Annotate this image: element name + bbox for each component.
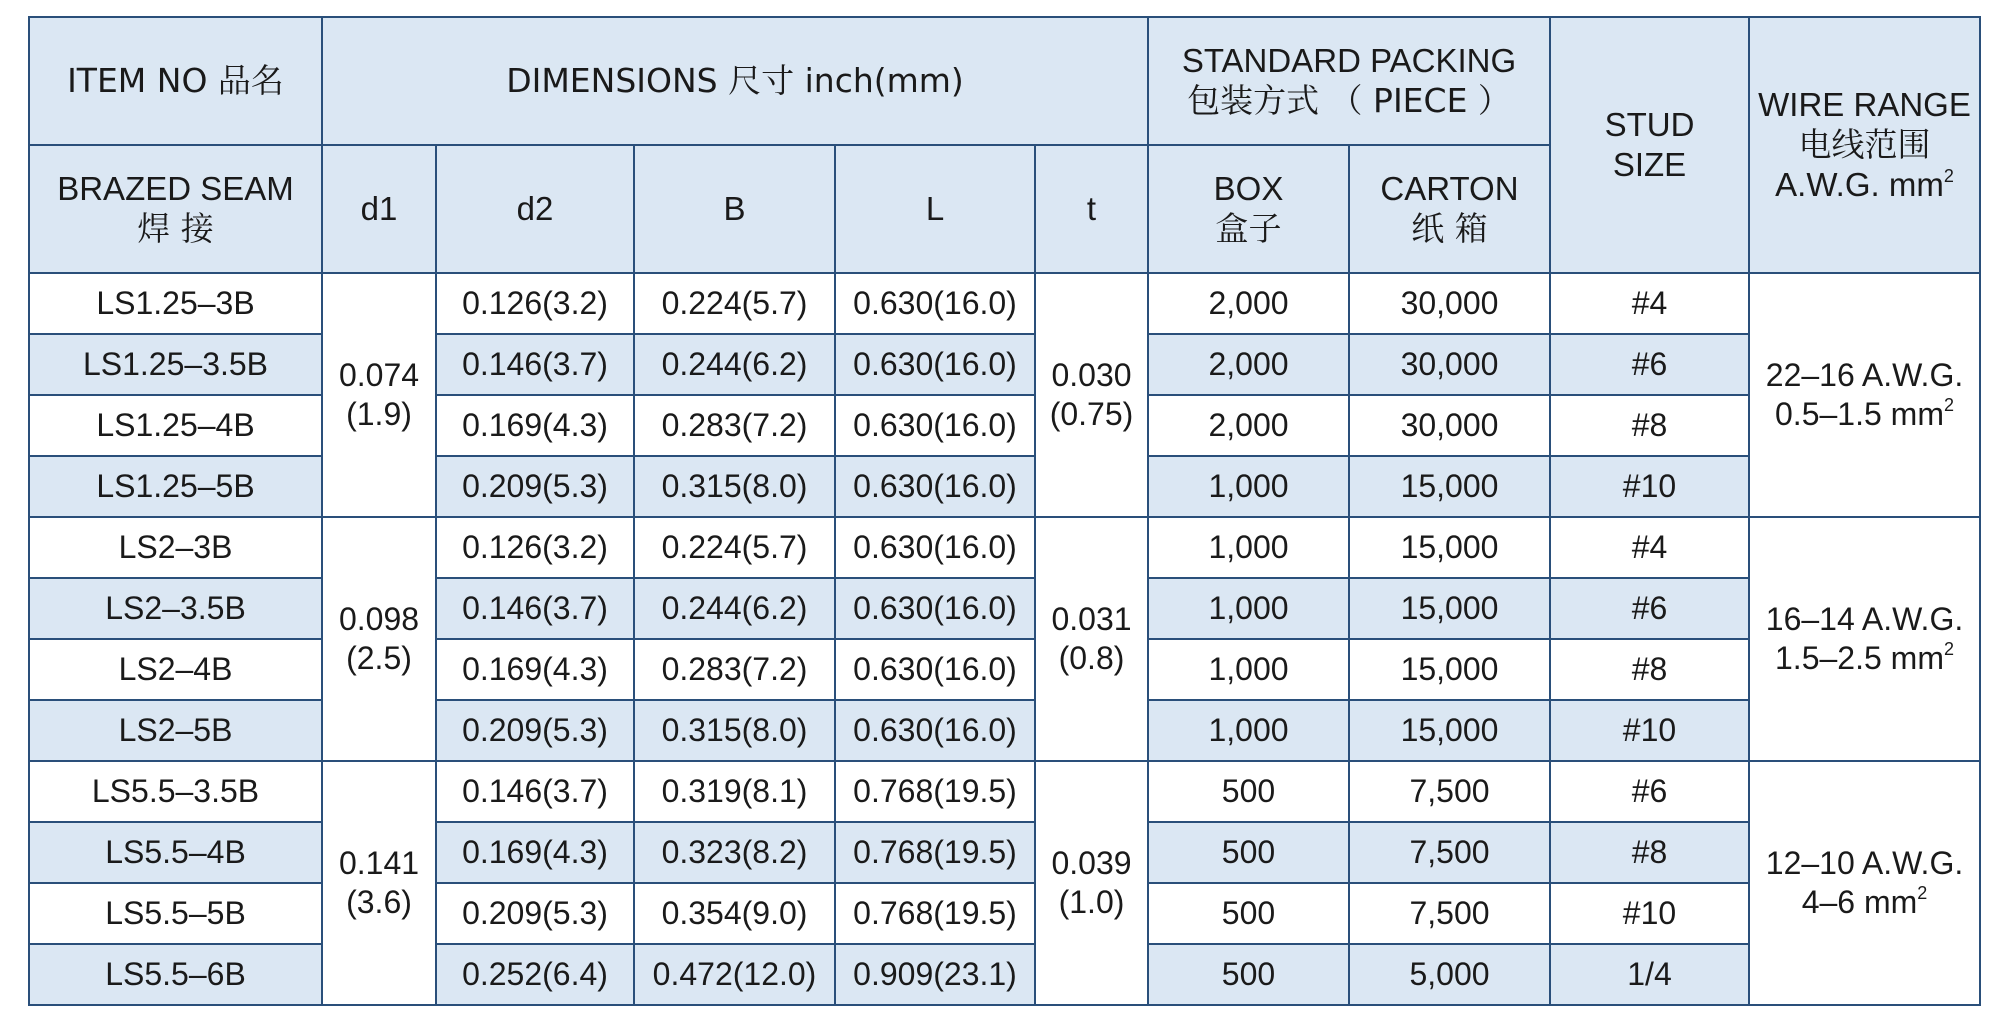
table-row <box>29 761 1980 822</box>
t-cell <box>1035 761 1148 1005</box>
header-t: t <box>1035 145 1148 273</box>
box-cell: 500 <box>1148 761 1349 822</box>
carton-cell: 15,000 <box>1349 639 1550 700</box>
item-no-cell: LS1.25–4B <box>29 395 322 456</box>
box-cell: 2,000 <box>1148 273 1349 334</box>
carton-cell: 15,000 <box>1349 517 1550 578</box>
carton-cell: 7,500 <box>1349 761 1550 822</box>
item-no-cell: LS1.25–5B <box>29 456 322 517</box>
table-row <box>29 700 1980 761</box>
item-no-cell: LS2–3B <box>29 517 322 578</box>
item-no-cell: LS5.5–5B <box>29 883 322 944</box>
wire-awg: 12–10 A.W.G. <box>1765 844 1964 881</box>
d2-cell: 0.146(3.7) <box>436 578 634 639</box>
stud-size-cell: #10 <box>1550 700 1749 761</box>
box-cell: 1,000 <box>1148 517 1349 578</box>
l-cell: 0.630(16.0) <box>835 456 1035 517</box>
b-cell: 0.323(8.2) <box>634 822 835 883</box>
table-row <box>29 639 1980 700</box>
stud-size-cell: 1/4 <box>1550 944 1749 1005</box>
t-mm: (0.75) <box>1049 396 1134 432</box>
table-row <box>29 395 1980 456</box>
header-b: B <box>634 145 835 273</box>
b-cell: 0.283(7.2) <box>634 395 835 456</box>
l-cell: 0.630(16.0) <box>835 334 1035 395</box>
item-no-cell: LS2–4B <box>29 639 322 700</box>
carton-cell: 30,000 <box>1349 334 1550 395</box>
box-cell: 2,000 <box>1148 334 1349 395</box>
wire-awg: 22–16 A.W.G. <box>1765 356 1964 393</box>
d1-mm: (3.6) <box>346 884 412 920</box>
header-brazed-seam: BRAZED SEAM 焊 接 <box>29 145 322 273</box>
b-cell: 0.224(5.7) <box>634 517 835 578</box>
d2-cell: 0.169(4.3) <box>436 822 634 883</box>
t-inch: 0.031 <box>1051 600 1132 637</box>
item-no-cell: LS1.25–3.5B <box>29 334 322 395</box>
box-cell: 2,000 <box>1148 395 1349 456</box>
item-no-cell: LS1.25–3B <box>29 273 322 334</box>
stud-size-cell: #6 <box>1550 761 1749 822</box>
d1-cell <box>322 761 436 1005</box>
wire-mm: 4–6 $mm^2$ <box>1801 883 1928 920</box>
table-row <box>29 517 1980 578</box>
b-cell: 0.244(6.2) <box>634 578 835 639</box>
d1-cell <box>322 517 436 761</box>
stud-size-cell: #8 <box>1550 639 1749 700</box>
box-cell: 500 <box>1148 822 1349 883</box>
carton-cell: 7,500 <box>1349 883 1550 944</box>
t-inch: 0.030 <box>1051 356 1132 393</box>
table-row <box>29 273 1980 334</box>
carton-cell: 7,500 <box>1349 822 1550 883</box>
l-cell: 0.768(19.5) <box>835 822 1035 883</box>
table-row <box>29 944 1980 1005</box>
header-item-no: ITEM NO 品名 <box>29 17 322 145</box>
header-d1: d1 <box>322 145 436 273</box>
d2-cell: 0.169(4.3) <box>436 395 634 456</box>
t-mm: (1.0) <box>1058 884 1125 920</box>
stud-size-cell: #10 <box>1550 883 1749 944</box>
table-row <box>29 822 1980 883</box>
wire-mm: 0.5–1.5 $mm^2$ <box>1775 395 1954 432</box>
carton-cell: 30,000 <box>1349 395 1550 456</box>
wire-range-cell <box>1749 273 1980 517</box>
header-dimensions: DIMENSIONS 尺寸 inch(mm) <box>322 17 1148 145</box>
d2-cell: 0.126(3.2) <box>436 273 634 334</box>
item-no-cell: LS5.5–4B <box>29 822 322 883</box>
wire-awg: 16–14 A.W.G. <box>1765 600 1964 637</box>
b-cell: 0.319(8.1) <box>634 761 835 822</box>
header-box: BOX 盒子 <box>1148 145 1349 273</box>
d2-cell: 0.126(3.2) <box>436 517 634 578</box>
d1-mm: (1.9) <box>346 396 412 432</box>
header-carton: CARTON 纸 箱 <box>1349 145 1550 273</box>
box-cell: 1,000 <box>1148 700 1349 761</box>
wire-range-cell <box>1749 517 1980 761</box>
box-cell: 1,000 <box>1148 639 1349 700</box>
box-cell: 1,000 <box>1148 578 1349 639</box>
l-cell: 0.630(16.0) <box>835 639 1035 700</box>
t-mm: (0.8) <box>1058 640 1125 676</box>
carton-cell: 15,000 <box>1349 456 1550 517</box>
carton-cell: 15,000 <box>1349 700 1550 761</box>
l-cell: 0.630(16.0) <box>835 700 1035 761</box>
header-row-1 <box>29 17 1980 145</box>
d1-mm: (2.5) <box>346 640 412 676</box>
l-cell: 0.630(16.0) <box>835 395 1035 456</box>
spec-table <box>28 16 1981 1006</box>
l-cell: 0.768(19.5) <box>835 761 1035 822</box>
b-cell: 0.354(9.0) <box>634 883 835 944</box>
stud-size-cell: #4 <box>1550 517 1749 578</box>
b-cell: 0.244(6.2) <box>634 334 835 395</box>
b-cell: 0.224(5.7) <box>634 273 835 334</box>
stud-size-cell: #6 <box>1550 334 1749 395</box>
header-wire-range: WIRE RANGE 电线范围 A.W.G. $mm^2$ <box>1749 17 1980 273</box>
item-no-cell: LS2–5B <box>29 700 322 761</box>
table-row <box>29 456 1980 517</box>
header-stud-size: STUD SIZE <box>1550 17 1749 273</box>
l-cell: 0.630(16.0) <box>835 517 1035 578</box>
wire-range-cell <box>1749 761 1980 1005</box>
header-d2: d2 <box>436 145 634 273</box>
carton-cell: 30,000 <box>1349 273 1550 334</box>
box-cell: 1,000 <box>1148 456 1349 517</box>
d2-cell: 0.209(5.3) <box>436 883 634 944</box>
item-no-cell: LS5.5–6B <box>29 944 322 1005</box>
t-cell <box>1035 517 1148 761</box>
stud-size-cell: #6 <box>1550 578 1749 639</box>
stud-size-cell: #4 <box>1550 273 1749 334</box>
wire-mm: 1.5–2.5 $mm^2$ <box>1775 639 1954 676</box>
stud-size-cell: #8 <box>1550 822 1749 883</box>
d2-cell: 0.169(4.3) <box>436 639 634 700</box>
stud-size-cell: #8 <box>1550 395 1749 456</box>
l-cell: 0.909(23.1) <box>835 944 1035 1005</box>
table-row <box>29 334 1980 395</box>
d2-cell: 0.146(3.7) <box>436 761 634 822</box>
table-row <box>29 883 1980 944</box>
d1-inch: 0.141 <box>338 844 420 881</box>
l-cell: 0.768(19.5) <box>835 883 1035 944</box>
carton-cell: 15,000 <box>1349 578 1550 639</box>
d2-cell: 0.146(3.7) <box>436 334 634 395</box>
item-no-cell: LS5.5–3.5B <box>29 761 322 822</box>
l-cell: 0.630(16.0) <box>835 578 1035 639</box>
d2-cell: 0.209(5.3) <box>436 700 634 761</box>
d1-cell <box>322 273 436 517</box>
d2-cell: 0.209(5.3) <box>436 456 634 517</box>
d2-cell: 0.252(6.4) <box>436 944 634 1005</box>
l-cell: 0.630(16.0) <box>835 273 1035 334</box>
table-row <box>29 578 1980 639</box>
b-cell: 0.315(8.0) <box>634 700 835 761</box>
box-cell: 500 <box>1148 944 1349 1005</box>
stud-size-cell: #10 <box>1550 456 1749 517</box>
t-inch: 0.039 <box>1051 844 1132 881</box>
d1-inch: 0.098 <box>338 600 420 637</box>
b-cell: 0.472(12.0) <box>634 944 835 1005</box>
t-cell <box>1035 273 1148 517</box>
b-cell: 0.315(8.0) <box>634 456 835 517</box>
item-no-cell: LS2–3.5B <box>29 578 322 639</box>
b-cell: 0.283(7.2) <box>634 639 835 700</box>
header-l: L <box>835 145 1035 273</box>
d1-inch: 0.074 <box>338 356 420 393</box>
box-cell: 500 <box>1148 883 1349 944</box>
header-standard-packing: STANDARD PACKING 包装方式 （ PIECE ） <box>1148 17 1550 145</box>
carton-cell: 5,000 <box>1349 944 1550 1005</box>
